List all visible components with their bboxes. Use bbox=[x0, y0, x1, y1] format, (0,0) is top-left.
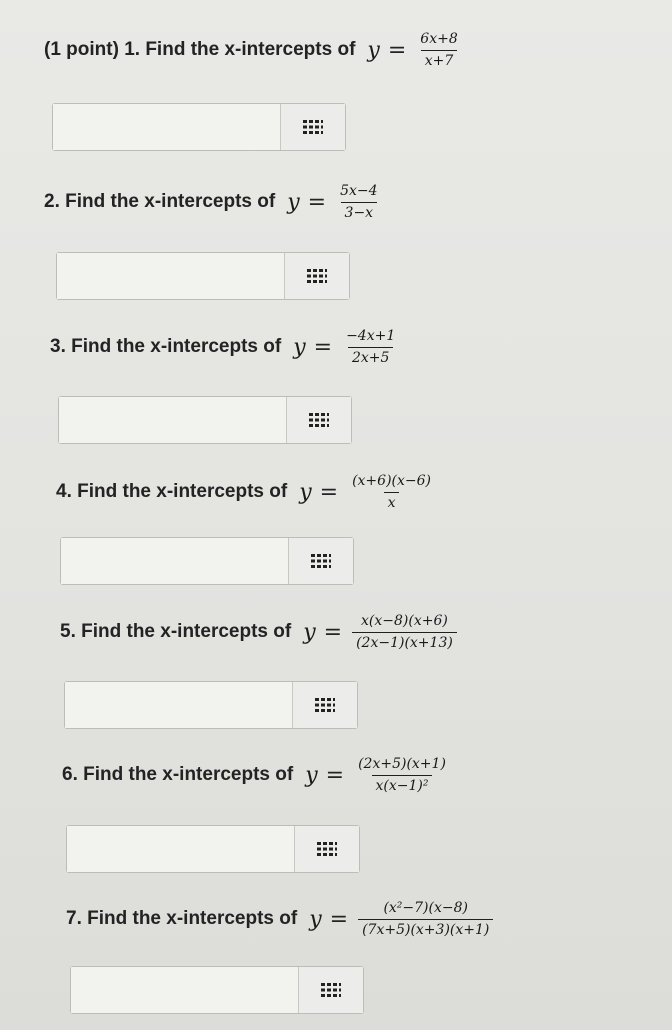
question-1-text: (1 point) 1. Find the x-intercepts of bbox=[44, 39, 356, 60]
numerator-4: (x+6)(x−6) bbox=[352, 472, 431, 489]
question-2-text: 2. Find the x-intercepts of bbox=[44, 191, 276, 212]
keypad-button-2[interactable] bbox=[285, 253, 349, 299]
fraction-7 bbox=[358, 900, 493, 939]
y-variable: y bbox=[287, 189, 300, 215]
fraction-2 bbox=[336, 183, 381, 222]
equals-sign: = bbox=[323, 619, 343, 645]
numerator-1: 6x+8 bbox=[420, 30, 458, 47]
question-4-text: 4. Find the x-intercepts of bbox=[56, 481, 288, 502]
keypad-button-1[interactable] bbox=[281, 104, 345, 150]
y-variable: y bbox=[299, 479, 312, 505]
denominator-3: 2x+5 bbox=[348, 347, 393, 367]
answer-input-3[interactable] bbox=[59, 397, 287, 443]
numerator-6: (2x+5)(x+1) bbox=[358, 755, 446, 772]
y-variable: y bbox=[309, 906, 322, 932]
denominator-5: (2x−1)(x+13) bbox=[352, 632, 457, 652]
answer-box-4 bbox=[60, 537, 354, 585]
keypad-button-3[interactable] bbox=[287, 397, 351, 443]
y-variable: y bbox=[367, 37, 380, 63]
denominator-1: x+7 bbox=[421, 50, 458, 70]
equals-sign: = bbox=[387, 37, 407, 63]
equation-7 bbox=[309, 900, 493, 939]
answer-box-7 bbox=[70, 966, 364, 1014]
question-7-text: 7. Find the x-intercepts of bbox=[66, 908, 298, 929]
answer-box-3 bbox=[58, 396, 352, 444]
matrix-keypad-icon bbox=[320, 982, 342, 998]
question-6 bbox=[62, 753, 450, 797]
numerator-5: x(x−8)(x+6) bbox=[361, 612, 448, 629]
equation-6 bbox=[305, 756, 450, 795]
question-1 bbox=[44, 28, 462, 72]
matrix-keypad-icon bbox=[314, 697, 336, 713]
numerator-7: (x²−7)(x−8) bbox=[383, 899, 468, 916]
numerator-3: −4x+1 bbox=[346, 327, 396, 344]
y-variable: y bbox=[293, 334, 306, 360]
numerator-2: 5x−4 bbox=[340, 182, 378, 199]
matrix-keypad-icon bbox=[302, 119, 324, 135]
matrix-keypad-icon bbox=[306, 268, 328, 284]
question-3 bbox=[50, 325, 399, 369]
fraction-5 bbox=[352, 613, 457, 652]
y-variable: y bbox=[303, 619, 316, 645]
question-2 bbox=[44, 180, 382, 224]
fraction-4 bbox=[348, 473, 435, 512]
fraction-1 bbox=[416, 31, 461, 70]
equation-5 bbox=[303, 613, 457, 652]
y-variable: y bbox=[305, 762, 318, 788]
denominator-7: (7x+5)(x+3)(x+1) bbox=[358, 919, 493, 939]
equals-sign: = bbox=[313, 334, 333, 360]
keypad-button-5[interactable] bbox=[293, 682, 357, 728]
answer-input-7[interactable] bbox=[71, 967, 299, 1013]
keypad-button-6[interactable] bbox=[295, 826, 359, 872]
answer-box-1 bbox=[52, 103, 346, 151]
question-6-text: 6. Find the x-intercepts of bbox=[62, 764, 294, 785]
matrix-keypad-icon bbox=[308, 412, 330, 428]
keypad-button-7[interactable] bbox=[299, 967, 363, 1013]
equation-1 bbox=[367, 31, 461, 70]
equals-sign: = bbox=[329, 906, 349, 932]
answer-input-1[interactable] bbox=[53, 104, 281, 150]
answer-input-6[interactable] bbox=[67, 826, 295, 872]
answer-box-2 bbox=[56, 252, 350, 300]
answer-input-2[interactable] bbox=[57, 253, 285, 299]
question-5 bbox=[60, 610, 457, 654]
answer-input-5[interactable] bbox=[65, 682, 293, 728]
question-5-text: 5. Find the x-intercepts of bbox=[60, 621, 292, 642]
denominator-4: x bbox=[384, 492, 400, 512]
answer-box-5 bbox=[64, 681, 358, 729]
equation-4 bbox=[299, 473, 435, 512]
question-7 bbox=[66, 897, 493, 941]
equation-3 bbox=[293, 328, 399, 367]
question-3-text: 3. Find the x-intercepts of bbox=[50, 336, 282, 357]
answer-input-4[interactable] bbox=[61, 538, 289, 584]
denominator-2: 3−x bbox=[341, 202, 378, 222]
matrix-keypad-icon bbox=[316, 841, 338, 857]
fraction-3 bbox=[342, 328, 399, 367]
keypad-button-4[interactable] bbox=[289, 538, 353, 584]
matrix-keypad-icon bbox=[310, 553, 332, 569]
fraction-6 bbox=[354, 756, 450, 795]
equals-sign: = bbox=[319, 479, 339, 505]
denominator-6: x(x−1)² bbox=[372, 775, 433, 795]
answer-box-6 bbox=[66, 825, 360, 873]
equals-sign: = bbox=[325, 762, 345, 788]
equation-2 bbox=[287, 183, 381, 222]
equals-sign: = bbox=[307, 189, 327, 215]
question-4 bbox=[56, 470, 435, 514]
